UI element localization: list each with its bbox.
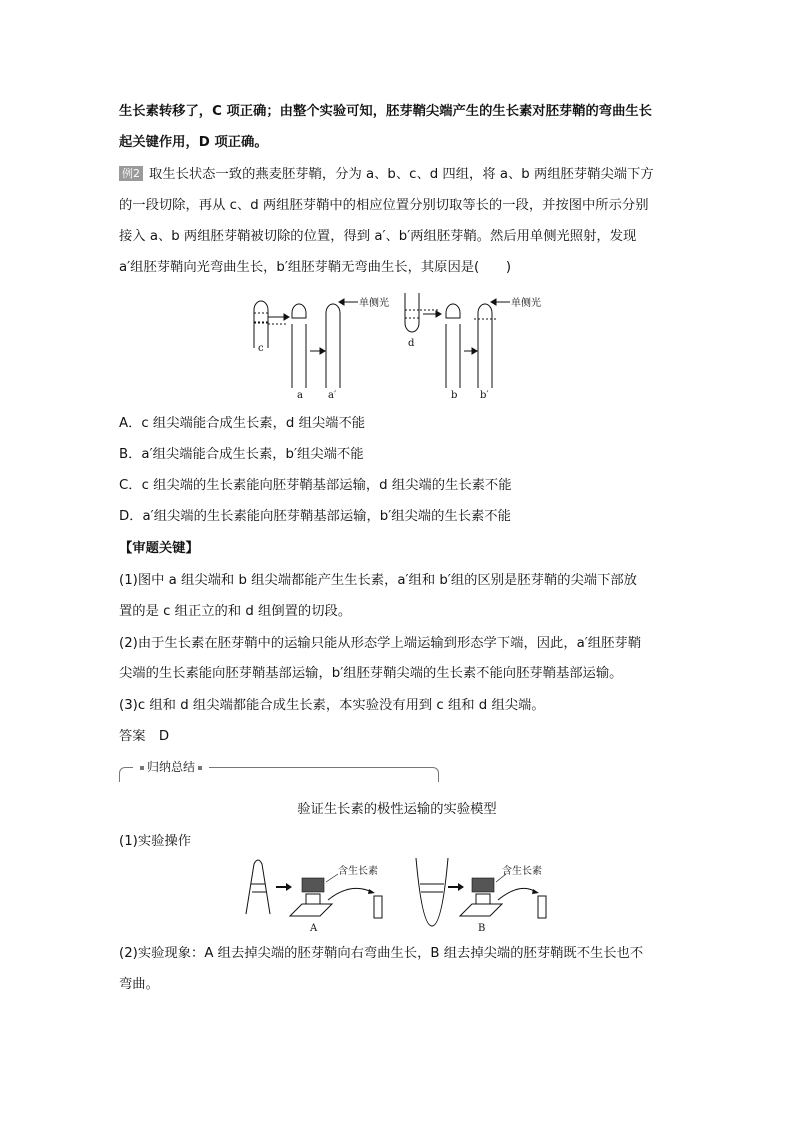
option-b: B．a′组尖端能合成生长素，b′组尖端不能 [119, 447, 364, 462]
agar-block-b [460, 904, 502, 916]
coleoptile-transplant-figure [240, 288, 560, 403]
analysis-p1-line-2: 置的是 c 组正立的和 d 组倒置的切段。 [119, 604, 352, 619]
label-contains-auxin-left: 含生长素 [338, 866, 378, 877]
arrow-icon-2 [320, 348, 325, 354]
segment-b [476, 894, 490, 904]
light-arrow-icon-right [491, 299, 496, 305]
option-a: A．c 组尖端能合成生长素，d 组尖端不能 [119, 416, 366, 431]
summary-step-2-line-2: 弯曲。 [119, 977, 159, 992]
summary-dot-icon-2 [198, 766, 202, 770]
option-c: C．c 组尖端的生长素能向胚芽鞘基部运输，d 组尖端的生长素不能 [119, 478, 512, 493]
agar-block-a [290, 904, 332, 916]
arrow-icon-6 [448, 883, 464, 891]
label-d: d [408, 338, 415, 349]
b-prime-shape [478, 304, 492, 388]
arrowhead-icon-a [368, 889, 375, 894]
arrow-icon-5 [276, 883, 292, 891]
summary-step-1: (1)实验操作 [119, 834, 192, 849]
light-label-right: 单侧光 [511, 298, 541, 309]
arrow-icon-1 [284, 314, 289, 320]
arrowhead-icon-b [532, 889, 539, 894]
b-stem-shape [446, 324, 460, 388]
intro-line-2: 起关键作用，D 项正确。 [119, 135, 268, 150]
example-line-4: a′组胚芽鞘向光弯曲生长，b′组胚芽鞘无弯曲生长，其原因是( ) [119, 260, 512, 275]
c-tip-shape [254, 301, 268, 322]
intro-line-1: 生长素转移了，C 项正确；由整个实验可知，胚芽鞘尖端产生的生长素对胚芽鞘的弯曲生长 [119, 104, 652, 119]
example-line-2: 的一段切除，再从 c、d 两组胚芽鞘中的相应位置分别切取等长的一段，并按图中所示分别 [119, 198, 649, 213]
analysis-p3: (3)c 组和 d 组尖端都能合成生长素，本实验没有用到 c 组和 d 组尖端。 [119, 698, 545, 713]
a-prime-shape [326, 304, 340, 388]
example-tag: 例2 [119, 166, 143, 181]
example-line-1 [119, 165, 654, 185]
d-inverted-tip-shape [405, 293, 419, 332]
agar-hatched-a [302, 878, 324, 892]
summary-tag [133, 759, 209, 775]
summary-dot-icon [140, 766, 144, 770]
option-d: D．a′组尖端的生长素能向胚芽鞘基部运输，b′组尖端的生长素不能 [119, 509, 511, 524]
label-a-prime: a′ [328, 390, 337, 401]
a-stem-shape [292, 324, 306, 388]
example-text-1: 取生长状态一致的燕麦胚芽鞘，分为 a、b、c、d 四组，将 a、b 两组胚芽鞘尖端下方 [149, 167, 654, 182]
arrow-icon-3 [436, 311, 441, 317]
label-c: c [258, 343, 264, 354]
segment-a [306, 894, 320, 904]
receiver-a [374, 896, 382, 918]
answer-line: 答案 D [119, 729, 170, 744]
arrow-icon-4 [472, 348, 477, 354]
analysis-p2-line-2: 尖端的生长素能向胚芽鞘基部运输，b′组胚芽鞘尖端的生长素不能向胚芽鞘基部运输。 [119, 666, 623, 681]
receiver-b [538, 896, 546, 918]
label-b-prime: b′ [480, 390, 489, 401]
summary-tag-label: 归纳总结 [147, 760, 196, 774]
coleoptile-a-shape [246, 860, 270, 914]
curve-arrow-a [328, 888, 372, 900]
polar-transport-figure [240, 856, 560, 934]
label-A: A [310, 923, 318, 934]
agar-hatched-b [472, 878, 494, 892]
analysis-p2-line-1: (2)由于生长素在胚芽鞘中的运输只能从形态学上端运输到形态学下端，因此，a′组胚芽鞘 [119, 636, 641, 651]
curve-arrow-b [498, 888, 536, 900]
example-line-3: 接入 a、b 两组胚芽鞘被切除的位置，得到 a′、b′两组胚芽鞘。然后用单侧光照射，发现 [119, 229, 637, 244]
label-contains-auxin-right: 含生长素 [502, 866, 542, 877]
analysis-heading: 【审题关键】 [119, 541, 199, 556]
label-b: b [451, 390, 458, 401]
b-tip-shape [446, 304, 460, 318]
label-B: B [478, 923, 486, 934]
label-a: a [297, 390, 303, 401]
analysis-p1-line-1: (1)图中 a 组尖端和 b 组尖端都能产生生长素，a′组和 b′组的区别是胚芽鞘的尖端下部放 [119, 573, 637, 588]
light-arrow-icon-left [339, 299, 344, 305]
summary-title: 验证生长素的极性运输的实验模型 [297, 802, 497, 817]
a-tip-shape [292, 304, 306, 318]
summary-step-2-line-1: (2)实验现象：A 组去掉尖端的胚芽鞘向右弯曲生长，B 组去掉尖端的胚芽鞘既不生长也不 [119, 946, 644, 961]
light-label-left: 单侧光 [359, 298, 389, 309]
